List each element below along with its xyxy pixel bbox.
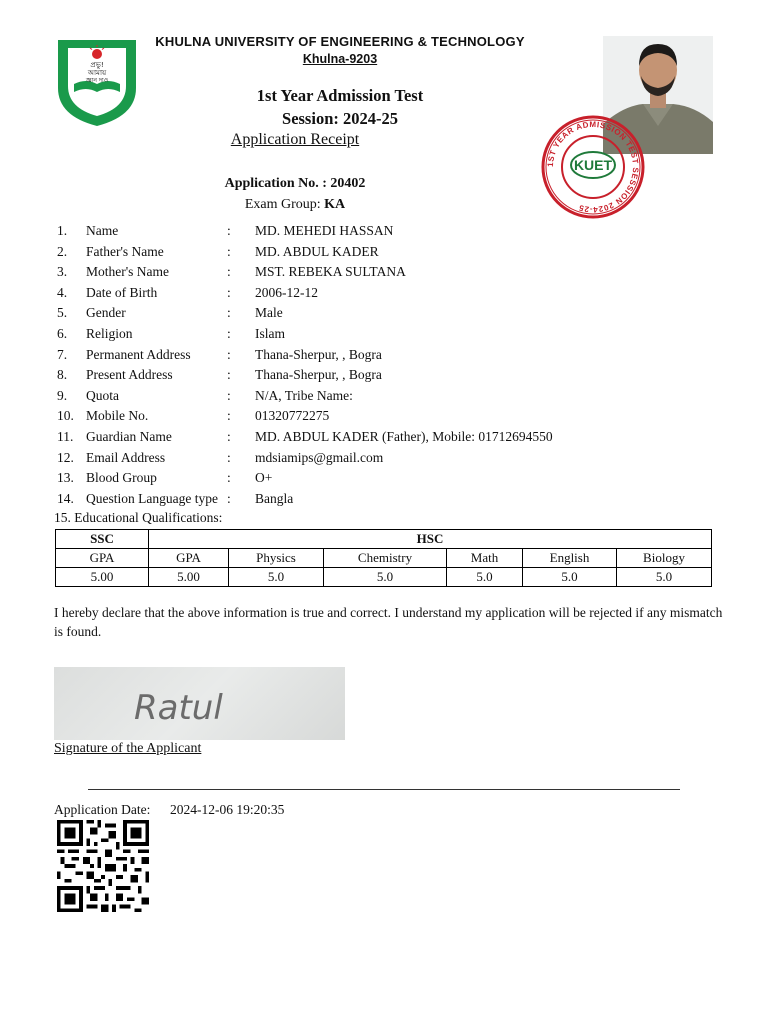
- field-label: Gender: [86, 305, 126, 320]
- field-label: Father's Name: [86, 244, 164, 259]
- field-number: 9.: [57, 388, 68, 403]
- field-colon: :: [227, 388, 231, 403]
- field-label: Mother's Name: [86, 264, 170, 279]
- application-number-label: Application No. :: [224, 176, 331, 191]
- field-value: 2006-12-12: [255, 285, 318, 300]
- column-header: Math: [447, 549, 523, 568]
- field-label: Present Address: [86, 367, 173, 382]
- exam-group: [150, 197, 440, 213]
- field-number: 11.: [57, 429, 74, 444]
- field-colon: :: [227, 326, 231, 341]
- field-value: mdsiamips@gmail.com: [255, 450, 384, 465]
- field-value: MD. ABDUL KADER: [255, 244, 379, 259]
- field-colon: :: [227, 470, 231, 485]
- field-row-religion: [0, 324, 768, 344]
- field-value: MD. MEHEDI HASSAN: [255, 223, 394, 238]
- field-label: Blood Group: [86, 470, 157, 485]
- logo-text-line-2: আমায়: [87, 69, 107, 77]
- university-name: KHULNA UNIVERSITY OF ENGINEERING & TECHNOLOGY: [155, 34, 525, 49]
- table-row: [56, 568, 712, 587]
- university-logo: [54, 36, 140, 128]
- field-row-guardian-name: [0, 427, 768, 447]
- field-label: Quota: [86, 388, 119, 403]
- field-label: Email Address: [86, 450, 166, 465]
- application-date-value: 2024-12-06 19:20:35: [170, 802, 285, 817]
- hsc-header: HSC: [149, 530, 712, 549]
- field-colon: :: [227, 491, 231, 506]
- education-heading: 15. Educational Qualifications:: [54, 510, 223, 525]
- field-number: 7.: [57, 347, 68, 362]
- column-header: English: [523, 549, 617, 568]
- field-row-mobile: [0, 406, 768, 426]
- field-colon: :: [227, 347, 231, 362]
- seal-center-text: KUET: [573, 157, 613, 173]
- field-label: Date of Birth: [86, 285, 158, 300]
- column-header: Chemistry: [324, 549, 447, 568]
- field-label: Name: [86, 223, 119, 238]
- field-value: Islam: [255, 326, 285, 341]
- field-number: 6.: [57, 326, 68, 341]
- field-value: N/A, Tribe Name:: [255, 388, 353, 403]
- test-title: 1st Year Admission Test: [256, 86, 424, 105]
- table-cell: 5.0: [617, 568, 712, 587]
- field-row-email: [0, 448, 768, 468]
- divider-line: [88, 789, 680, 790]
- field-colon: :: [227, 305, 231, 320]
- field-value: Male: [255, 305, 283, 320]
- ssc-header: SSC: [56, 530, 149, 549]
- logo-text-line-1: প্রভু!: [90, 61, 104, 69]
- field-number: 1.: [57, 223, 68, 238]
- field-number: 10.: [57, 408, 74, 423]
- column-header: GPA: [56, 549, 149, 568]
- field-value: 01320772275: [255, 408, 330, 423]
- field-value: MST. REBEKA SULTANA: [255, 264, 406, 279]
- field-colon: :: [227, 367, 231, 382]
- field-value: O+: [255, 470, 273, 485]
- field-label: Mobile No.: [86, 408, 149, 423]
- application-number-value: 20402: [330, 176, 366, 191]
- field-row-question-language: [0, 489, 768, 509]
- qr-code: [54, 820, 152, 912]
- field-row-father-name: [0, 242, 768, 262]
- field-value: Bangla: [255, 491, 294, 506]
- table-cell: 5.0: [447, 568, 523, 587]
- logo-text-line-3: জ্ঞান দাও: [85, 77, 109, 84]
- field-row-mother-name: [0, 262, 768, 282]
- admission-seal-stamp: [540, 114, 646, 220]
- field-label: Permanent Address: [86, 347, 191, 362]
- signature-handwriting: Ratul: [134, 688, 223, 728]
- field-number: 12.: [57, 450, 74, 465]
- session-title: Session: 2024-25: [282, 109, 398, 128]
- education-table: [55, 529, 712, 587]
- field-colon: :: [227, 408, 231, 423]
- field-label: Religion: [86, 326, 133, 341]
- field-colon: :: [227, 429, 231, 444]
- table-cell: 5.00: [149, 568, 229, 587]
- declaration-text: I hereby declare that the above information is true and correct. I understand my application will be rejected if any mismatch is found.: [54, 605, 723, 639]
- seal-ring-text: 1ST YEAR ADMISSION TEST SESSION 2024-25: [545, 119, 641, 215]
- exam-group-value: KA: [324, 197, 346, 212]
- application-date-label: Application Date:: [54, 802, 151, 817]
- field-row-gender: [0, 303, 768, 323]
- field-label: Question Language type: [86, 491, 218, 506]
- signature-label: Signature of the Applicant: [54, 741, 202, 756]
- field-number: 5.: [57, 305, 68, 320]
- field-row-quota: [0, 386, 768, 406]
- field-colon: :: [227, 223, 231, 238]
- column-header: GPA: [149, 549, 229, 568]
- field-number: 2.: [57, 244, 68, 259]
- table-cell: 5.0: [523, 568, 617, 587]
- field-colon: :: [227, 264, 231, 279]
- field-row-date-of-birth: [0, 283, 768, 303]
- field-label: Guardian Name: [86, 429, 172, 444]
- exam-group-label: Exam Group:: [244, 197, 325, 212]
- receipt-title: Application Receipt: [230, 131, 360, 148]
- application-number: [150, 176, 440, 192]
- field-row-present-address: [0, 365, 768, 385]
- field-number: 8.: [57, 367, 68, 382]
- field-row-blood-group: [0, 468, 768, 488]
- field-value: Thana-Sherpur, , Bogra: [255, 347, 382, 362]
- field-number: 14.: [57, 491, 74, 506]
- column-header: Physics: [229, 549, 324, 568]
- field-row-permanent-address: [0, 345, 768, 365]
- field-row-name: [0, 221, 768, 241]
- table-cell: 5.00: [56, 568, 149, 587]
- applicant-signature-image: [54, 667, 345, 740]
- field-value: Thana-Sherpur, , Bogra: [255, 367, 382, 382]
- column-header: Biology: [617, 549, 712, 568]
- field-value: MD. ABDUL KADER (Father), Mobile: 01712694550: [255, 429, 553, 444]
- field-number: 13.: [57, 470, 74, 485]
- university-city: Khulna-9203: [302, 52, 378, 66]
- field-colon: :: [227, 285, 231, 300]
- table-subheader-row: [56, 549, 712, 568]
- field-colon: :: [227, 450, 231, 465]
- table-header-row: [56, 530, 712, 549]
- field-number: 3.: [57, 264, 68, 279]
- table-cell: 5.0: [324, 568, 447, 587]
- table-cell: 5.0: [229, 568, 324, 587]
- field-colon: :: [227, 244, 231, 259]
- field-number: 4.: [57, 285, 68, 300]
